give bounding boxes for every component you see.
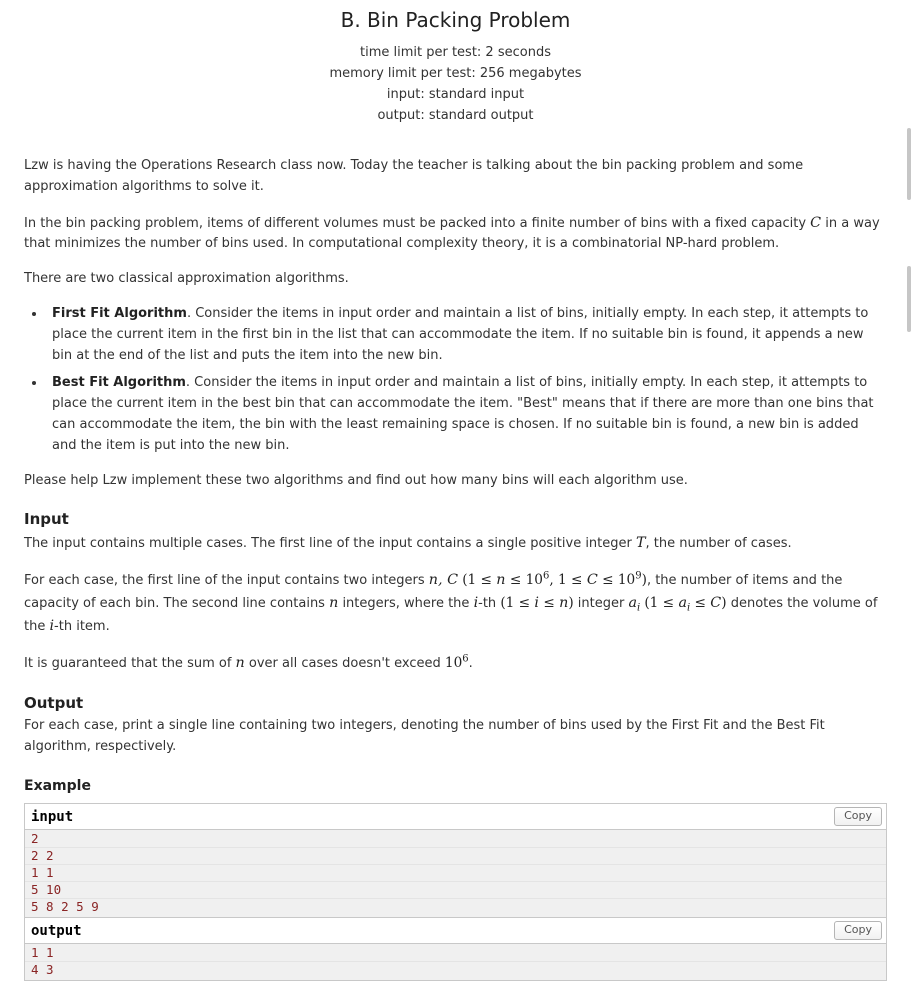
problem-meta (0, 42, 911, 126)
code-line: 2 2 (25, 848, 886, 865)
sample-input-header (25, 804, 886, 830)
code-line: 1 1 (25, 865, 886, 882)
sample-output-content (25, 944, 886, 980)
copy-output-button[interactable]: Copy (834, 921, 882, 940)
statement-paragraph: In the bin packing problem, items of different volumes must be packed into a finite number of bins with a fixed capacity C in a way that minimizes the number of bins used. In computational complexity theory, it is a combinatorial NP-hard problem. (24, 214, 880, 252)
code-line: 5 10 (25, 882, 886, 899)
input-file: input: standard input (386, 87, 525, 102)
output-section-title: Output (24, 693, 84, 712)
list-item-best-fit: • Best Fit Algorithm. Consider the items in input order and maintain a list of bins, initially empty. In each step, it attempts to place the current item in the best bin that can accommodate the item. "Best" means that if there are more than one bins that can accommodate the item, the bin with the least remaining space is chosen. If no suitable bin is found, a new bin is added and the item is put into the new bin. (46, 373, 887, 456)
algorithm-list (24, 304, 887, 457)
sample-input-content (25, 830, 886, 917)
sample-output-block (24, 917, 887, 981)
problem-statement (0, 156, 911, 1001)
code-line: 2 (25, 831, 886, 848)
statement-paragraph: There are two classical approximation algorithms. (24, 271, 349, 287)
example-section-title: Example (24, 778, 91, 795)
output-paragraph: For each case, print a single line containing two integers, denoting the number of bins used by the First Fit and the Best Fit algorithm, respectively. (24, 717, 825, 754)
input-paragraph: For each case, the first line of the input contains two integers n, C ($1 \le n \le 10^6$, $1 \le C \le 10^9$), the number of items and the capacity of each bin. The second line contains n integers, where the i-th (1 ≤ i ≤ n) integer $a_i$ $(1 \le a_i \le C)$ denotes the volume of the i-th item. (24, 570, 878, 635)
sample-output-label: output (31, 922, 82, 939)
time-limit: time limit per test: 2 seconds (360, 45, 551, 60)
input-paragraph: The input contains multiple cases. The first line of the input contains a single positive integer T, the number of cases. (24, 535, 792, 552)
statement-paragraph: Lzw is having the Operations Research class now. Today the teacher is talking about the bin packing problem and some approximation algorithms to solve it. (24, 158, 804, 194)
sample-input-block (24, 803, 887, 918)
input-section-title: Input (24, 510, 69, 529)
sample-tests (24, 803, 887, 981)
scrollbar-thumb-fragment[interactable] (907, 128, 911, 200)
code-line: 5 8 2 5 9 (31, 899, 99, 914)
statement-paragraph: Please help Lzw implement these two algorithms and find out how many bins will each algorithm use. (24, 472, 688, 488)
input-paragraph: It is guaranteed that the sum of n over all cases doesn't exceed $10^6$. (24, 653, 473, 671)
sample-input-label: input (31, 808, 74, 825)
copy-input-button[interactable]: Copy (834, 807, 882, 826)
problem-title: B. Bin Packing Problem (340, 8, 571, 32)
output-file: output: standard output (377, 108, 534, 123)
scrollbar-thumb-fragment[interactable] (907, 266, 911, 332)
code-line: 1 1 (25, 945, 886, 962)
memory-limit: memory limit per test: 256 megabytes (329, 66, 582, 81)
code-line: 4 3 (31, 962, 54, 977)
list-item-first-fit: • First Fit Algorithm. Consider the items in input order and maintain a list of bins, initially empty. In each step, it attempts to place the current item in the first bin in the list that can accommodate the item. If no suitable bin is found, it appends a new bin at the end of the list and puts the item into the new bin. (46, 304, 887, 366)
sample-output-header (25, 918, 886, 944)
